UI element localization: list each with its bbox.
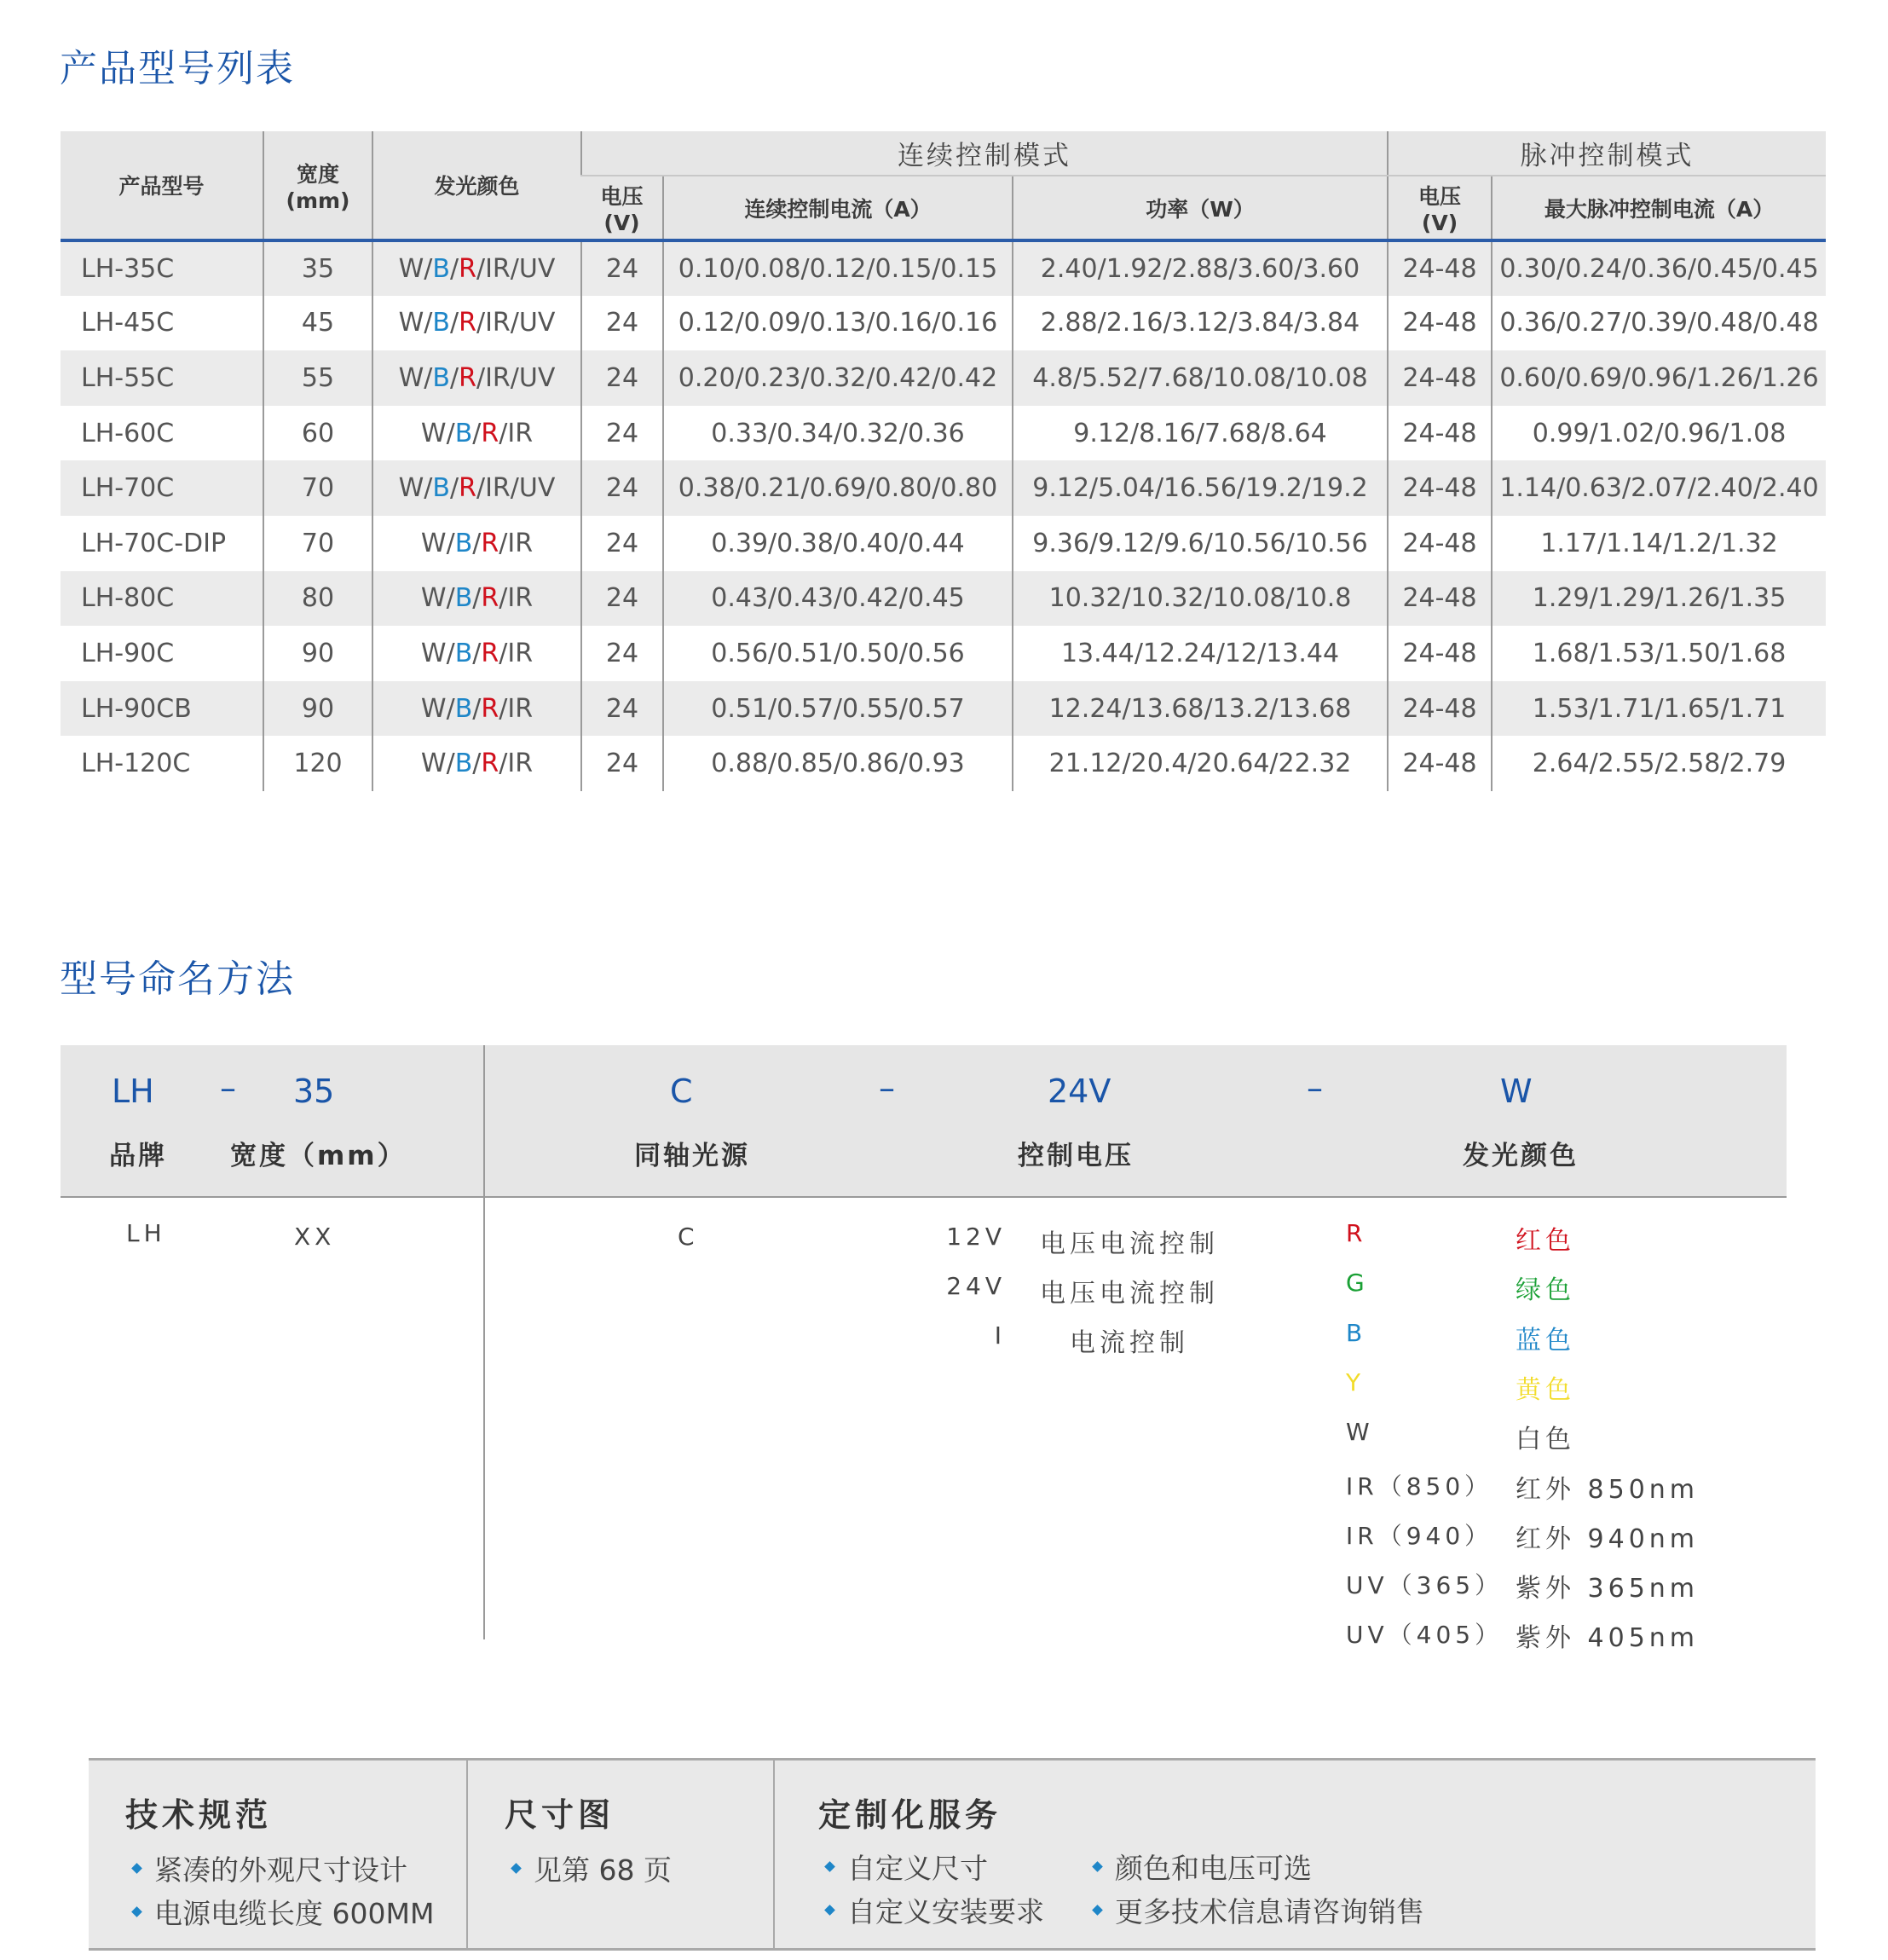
cell-current: 0.56/0.51/0.50/0.56 xyxy=(663,626,1013,681)
color-code: IR（940） xyxy=(1346,1521,1493,1550)
cell-pulse-current: 0.60/0.69/0.96/1.26/1.26 xyxy=(1492,350,1826,406)
cell-current: 0.39/0.38/0.40/0.44 xyxy=(663,516,1013,571)
color-part: B xyxy=(432,473,450,504)
code-brand: LH xyxy=(112,1073,154,1110)
cell-voltage: 24 xyxy=(581,240,663,296)
color-name: 紫外 365nm xyxy=(1516,1574,1700,1604)
cell-power: 2.88/2.16/3.12/3.84/3.84 xyxy=(1013,296,1388,351)
cell-pulse-voltage: 24-48 xyxy=(1388,240,1492,296)
color-part: B xyxy=(454,583,473,614)
color-part: B xyxy=(432,253,450,284)
color-code: R xyxy=(1346,1219,1367,1247)
cell-voltage: 24 xyxy=(581,571,663,627)
cell-width: 70 xyxy=(263,516,372,571)
color-part: R xyxy=(459,308,476,338)
color-name: 白色 xyxy=(1516,1425,1575,1455)
cell-current: 0.10/0.08/0.12/0.15/0.15 xyxy=(663,240,1013,296)
color-name: 紫外 405nm xyxy=(1516,1623,1700,1654)
header-width xyxy=(263,131,372,240)
color-part: / xyxy=(472,583,482,614)
color-part: / xyxy=(472,693,482,724)
caption-voltage: 控制电压 xyxy=(1018,1141,1134,1171)
cell-colors xyxy=(372,460,581,516)
cell-pulse-voltage: 24-48 xyxy=(1388,736,1492,791)
color-part: W/ xyxy=(420,693,455,724)
custom-item xyxy=(1094,1890,1424,1930)
color-part: R xyxy=(459,362,476,393)
cell-width: 80 xyxy=(263,571,372,627)
cell-colors xyxy=(372,571,581,627)
code-dash-3: – xyxy=(1307,1069,1323,1107)
cell-model: LH-55C xyxy=(61,350,263,406)
header-cont-current: 连续控制电流（A） xyxy=(663,176,1013,240)
color-part: / xyxy=(450,253,459,284)
cell-pulse-current: 0.99/1.02/0.96/1.08 xyxy=(1492,406,1826,461)
cell-voltage: 24 xyxy=(581,626,663,681)
cell-pulse-voltage: 24-48 xyxy=(1388,406,1492,461)
cell-power: 12.24/13.68/13.2/13.68 xyxy=(1013,681,1388,737)
color-part: / xyxy=(450,473,459,504)
cell-model: LH-35C xyxy=(61,240,263,296)
color-code: B xyxy=(1346,1318,1367,1347)
bullet-icon xyxy=(824,1861,835,1872)
table-row xyxy=(61,296,1826,351)
color-code: UV（365） xyxy=(1346,1571,1504,1600)
cell-current: 0.20/0.23/0.32/0.42/0.42 xyxy=(663,350,1013,406)
voltage-code: 12V xyxy=(946,1223,1006,1251)
color-part: R xyxy=(459,253,476,284)
cell-voltage: 24 xyxy=(581,350,663,406)
cell-current: 0.43/0.43/0.42/0.45 xyxy=(663,571,1013,627)
header-voltage-text: 电压 (V) xyxy=(600,184,644,235)
color-code: W xyxy=(1346,1418,1374,1447)
custom-item xyxy=(826,1847,988,1887)
cell-power: 13.44/12.24/12/13.44 xyxy=(1013,626,1388,681)
color-name: 红色 xyxy=(1516,1226,1575,1256)
custom-heading: 定制化服务 xyxy=(818,1796,1002,1834)
voltage-code: 24V xyxy=(946,1272,1006,1300)
dims-item-text: 见第 68 页 xyxy=(534,1853,672,1887)
info-divider-1 xyxy=(466,1758,468,1951)
code-voltage: 24V xyxy=(1048,1073,1111,1110)
table-row xyxy=(61,460,1826,516)
color-name: 蓝色 xyxy=(1516,1325,1575,1356)
color-part: /IR xyxy=(499,693,534,724)
cell-current: 0.51/0.57/0.55/0.57 xyxy=(663,681,1013,737)
color-code: G xyxy=(1346,1269,1369,1298)
custom-item xyxy=(826,1890,1044,1930)
cell-model: LH-90C xyxy=(81,638,175,668)
cell-width: 70 xyxy=(263,460,372,516)
code-width: 35 xyxy=(293,1073,335,1110)
caption-brand: 品牌 xyxy=(109,1141,167,1171)
color-part: /IR xyxy=(499,583,534,614)
caption-width: 宽度（mm） xyxy=(230,1141,407,1171)
color-code: IR（850） xyxy=(1346,1471,1493,1500)
cell-model: LH-60C xyxy=(81,418,175,448)
naming-divider xyxy=(61,1196,1787,1198)
cell-colors xyxy=(372,240,581,296)
cell-colors xyxy=(372,736,581,791)
cell-pulse-current: 1.53/1.71/1.65/1.71 xyxy=(1492,681,1826,737)
color-part: B xyxy=(454,693,473,724)
cell-width: 45 xyxy=(263,296,372,351)
cell-colors xyxy=(372,406,581,461)
cell-model: LH-120C xyxy=(81,749,191,779)
cell-pulse-current: 1.14/0.63/2.07/2.40/2.40 xyxy=(1492,460,1826,516)
cell-pulse-voltage: 24-48 xyxy=(1388,626,1492,681)
table-row xyxy=(61,736,1826,791)
color-name: 绿色 xyxy=(1516,1275,1575,1306)
color-part: W/ xyxy=(420,583,455,614)
bullet-icon xyxy=(511,1863,522,1874)
cell-voltage: 24 xyxy=(581,681,663,737)
header-pulse-group: 脉冲控制模式 xyxy=(1388,131,1826,176)
color-part: R xyxy=(459,473,476,504)
code-dash-2: – xyxy=(879,1069,895,1107)
custom-item-text: 颜色和电压可选 xyxy=(1115,1852,1312,1885)
cell-pulse-current: 1.29/1.29/1.26/1.35 xyxy=(1492,571,1826,627)
color-part: B xyxy=(432,308,450,338)
color-name: 红外 850nm xyxy=(1516,1474,1700,1505)
cell-model: LH-70C-DIP xyxy=(81,528,227,558)
naming-title: 型号命名方法 xyxy=(60,957,295,1001)
header-model: 产品型号 xyxy=(61,131,263,240)
cell-pulse-current: 1.17/1.14/1.2/1.32 xyxy=(1492,516,1826,571)
custom-item-text: 自定义安装要求 xyxy=(847,1895,1044,1928)
code-source: C xyxy=(670,1073,693,1110)
cell-width: 35 xyxy=(263,240,372,296)
table-row xyxy=(61,240,1826,296)
dims-heading: 尺寸图 xyxy=(505,1796,615,1834)
color-part: / xyxy=(472,418,482,448)
cell-current: 0.88/0.85/0.86/0.93 xyxy=(663,736,1013,791)
spec-heading: 技术规范 xyxy=(125,1796,273,1834)
color-part: W/ xyxy=(420,749,455,779)
color-part: W/ xyxy=(420,418,455,448)
cell-colors xyxy=(372,681,581,737)
cell-power: 4.8/5.52/7.68/10.08/10.08 xyxy=(1013,350,1388,406)
table-row xyxy=(61,571,1826,627)
source-value: C xyxy=(678,1223,699,1251)
cell-colors xyxy=(372,516,581,571)
cell-voltage: 24 xyxy=(581,516,663,571)
header-continuous-group: 连续控制模式 xyxy=(581,131,1388,176)
cell-pulse-voltage: 24-48 xyxy=(1388,516,1492,571)
bullet-icon xyxy=(1092,1861,1103,1872)
color-part: W/ xyxy=(420,528,455,558)
header-pulse-voltage xyxy=(1388,176,1492,240)
cell-current: 0.33/0.34/0.32/0.36 xyxy=(663,406,1013,461)
color-code: Y xyxy=(1346,1367,1365,1396)
cell-pulse-voltage: 24-48 xyxy=(1388,460,1492,516)
header-pulse-voltage-text: 电压 (V) xyxy=(1418,184,1462,235)
bullet-icon xyxy=(824,1905,835,1916)
cell-power: 21.12/20.4/20.64/22.32 xyxy=(1013,736,1388,791)
table-row xyxy=(61,516,1826,571)
cell-pulse-voltage: 24-48 xyxy=(1388,296,1492,351)
spec-item xyxy=(133,1848,407,1888)
cell-model: LH-45C xyxy=(81,308,175,338)
voltage-desc: 电压电流控制 xyxy=(1040,1229,1219,1259)
table-row xyxy=(61,681,1826,737)
caption-source: 同轴光源 xyxy=(634,1141,750,1171)
color-part: /IR/UV xyxy=(476,362,556,393)
cell-current: 0.12/0.09/0.13/0.16/0.16 xyxy=(663,296,1013,351)
color-part: /IR/UV xyxy=(476,473,556,504)
cell-pulse-current: 2.64/2.55/2.58/2.79 xyxy=(1492,736,1826,791)
cell-colors xyxy=(372,626,581,681)
header-pulse-current: 最大脉冲控制电流（A） xyxy=(1492,176,1826,240)
cell-voltage: 24 xyxy=(581,296,663,351)
product-table xyxy=(61,131,1826,791)
cell-power: 9.36/9.12/9.6/10.56/10.56 xyxy=(1013,516,1388,571)
color-part: / xyxy=(450,362,459,393)
color-part: R xyxy=(481,418,499,448)
color-name: 黄色 xyxy=(1516,1374,1575,1405)
color-part: B xyxy=(454,528,473,558)
custom-item-text: 自定义尺寸 xyxy=(847,1852,988,1885)
spec-item-text: 电源电缆长度 600MM xyxy=(154,1897,435,1930)
cell-voltage: 24 xyxy=(581,406,663,461)
cell-voltage: 24 xyxy=(581,460,663,516)
cell-power: 9.12/8.16/7.68/8.64 xyxy=(1013,406,1388,461)
color-part: /IR xyxy=(499,528,534,558)
color-part: W/ xyxy=(398,473,433,504)
table-row xyxy=(61,350,1826,406)
cell-width: 120 xyxy=(263,736,372,791)
color-part: / xyxy=(472,528,482,558)
color-name: 红外 940nm xyxy=(1516,1523,1700,1554)
cell-voltage: 24 xyxy=(581,736,663,791)
color-part: R xyxy=(481,583,499,614)
color-part: /IR/UV xyxy=(476,253,556,284)
cell-colors xyxy=(372,350,581,406)
cell-pulse-voltage: 24-48 xyxy=(1388,350,1492,406)
cell-power: 9.12/5.04/16.56/19.2/19.2 xyxy=(1013,460,1388,516)
product-list-title: 产品型号列表 xyxy=(60,47,295,90)
cell-power: 2.40/1.92/2.88/3.60/3.60 xyxy=(1013,240,1388,296)
cell-pulse-voltage: 24-48 xyxy=(1388,681,1492,737)
cell-colors xyxy=(372,296,581,351)
cell-pulse-voltage: 24-48 xyxy=(1388,571,1492,627)
header-voltage xyxy=(581,176,663,240)
cell-current: 0.38/0.21/0.69/0.80/0.80 xyxy=(663,460,1013,516)
color-part: R xyxy=(481,749,499,779)
spec-item-text: 紧凑的外观尺寸设计 xyxy=(154,1853,407,1887)
naming-header-band xyxy=(61,1045,1787,1197)
color-part: W/ xyxy=(398,308,433,338)
width-value: XX xyxy=(294,1223,336,1251)
table-row xyxy=(61,626,1826,681)
color-part: / xyxy=(450,308,459,338)
voltage-desc: 电压电流控制 xyxy=(1040,1279,1219,1309)
header-width-text: 宽度 (mm) xyxy=(286,161,350,213)
caption-color: 发光颜色 xyxy=(1463,1141,1579,1171)
cell-width: 90 xyxy=(263,626,372,681)
color-part: R xyxy=(481,693,499,724)
color-code: UV（405） xyxy=(1346,1621,1504,1650)
cell-width: 90 xyxy=(263,681,372,737)
code-dash-1: – xyxy=(220,1069,236,1107)
naming-vertical-divider xyxy=(483,1045,485,1639)
table-row xyxy=(61,406,1826,461)
color-part: /IR xyxy=(499,418,534,448)
info-divider-2 xyxy=(773,1758,775,1951)
color-part: / xyxy=(472,749,482,779)
color-part: B xyxy=(432,362,450,393)
voltage-desc: 电流控制 xyxy=(1070,1328,1189,1358)
color-part: /IR xyxy=(499,749,534,779)
cell-model: LH-90CB xyxy=(61,681,263,737)
bullet-icon xyxy=(131,1863,142,1874)
header-power: 功率（W） xyxy=(1013,176,1388,240)
cell-pulse-current: 0.30/0.24/0.36/0.45/0.45 xyxy=(1492,240,1826,296)
cell-model: LH-80C xyxy=(61,571,263,627)
header-color: 发光颜色 xyxy=(372,131,581,240)
color-part: /IR xyxy=(499,638,534,668)
color-part: W/ xyxy=(420,638,455,668)
cell-pulse-current: 1.68/1.53/1.50/1.68 xyxy=(1492,626,1826,681)
cell-power: 10.32/10.32/10.08/10.8 xyxy=(1013,571,1388,627)
cell-width: 55 xyxy=(263,350,372,406)
color-part: B xyxy=(454,638,473,668)
color-part: / xyxy=(472,638,482,668)
color-part: B xyxy=(454,418,473,448)
custom-item xyxy=(1094,1847,1312,1887)
color-part: R xyxy=(481,638,499,668)
cell-width: 60 xyxy=(263,406,372,461)
voltage-code: I xyxy=(994,1321,1006,1350)
bullet-icon xyxy=(131,1906,142,1917)
spec-item xyxy=(133,1892,434,1932)
color-part: W/ xyxy=(398,253,433,284)
color-part: /IR/UV xyxy=(476,308,556,338)
brand-value: LH xyxy=(126,1219,166,1247)
cell-model: LH-70C xyxy=(61,460,263,516)
color-part: R xyxy=(481,528,499,558)
cell-pulse-current: 0.36/0.27/0.39/0.48/0.48 xyxy=(1492,296,1826,351)
color-part: B xyxy=(454,749,473,779)
dims-item xyxy=(512,1848,672,1888)
color-part: W/ xyxy=(398,362,433,393)
code-color: W xyxy=(1500,1073,1533,1110)
custom-item-text: 更多技术信息请咨询销售 xyxy=(1115,1895,1424,1928)
bullet-icon xyxy=(1092,1905,1103,1916)
